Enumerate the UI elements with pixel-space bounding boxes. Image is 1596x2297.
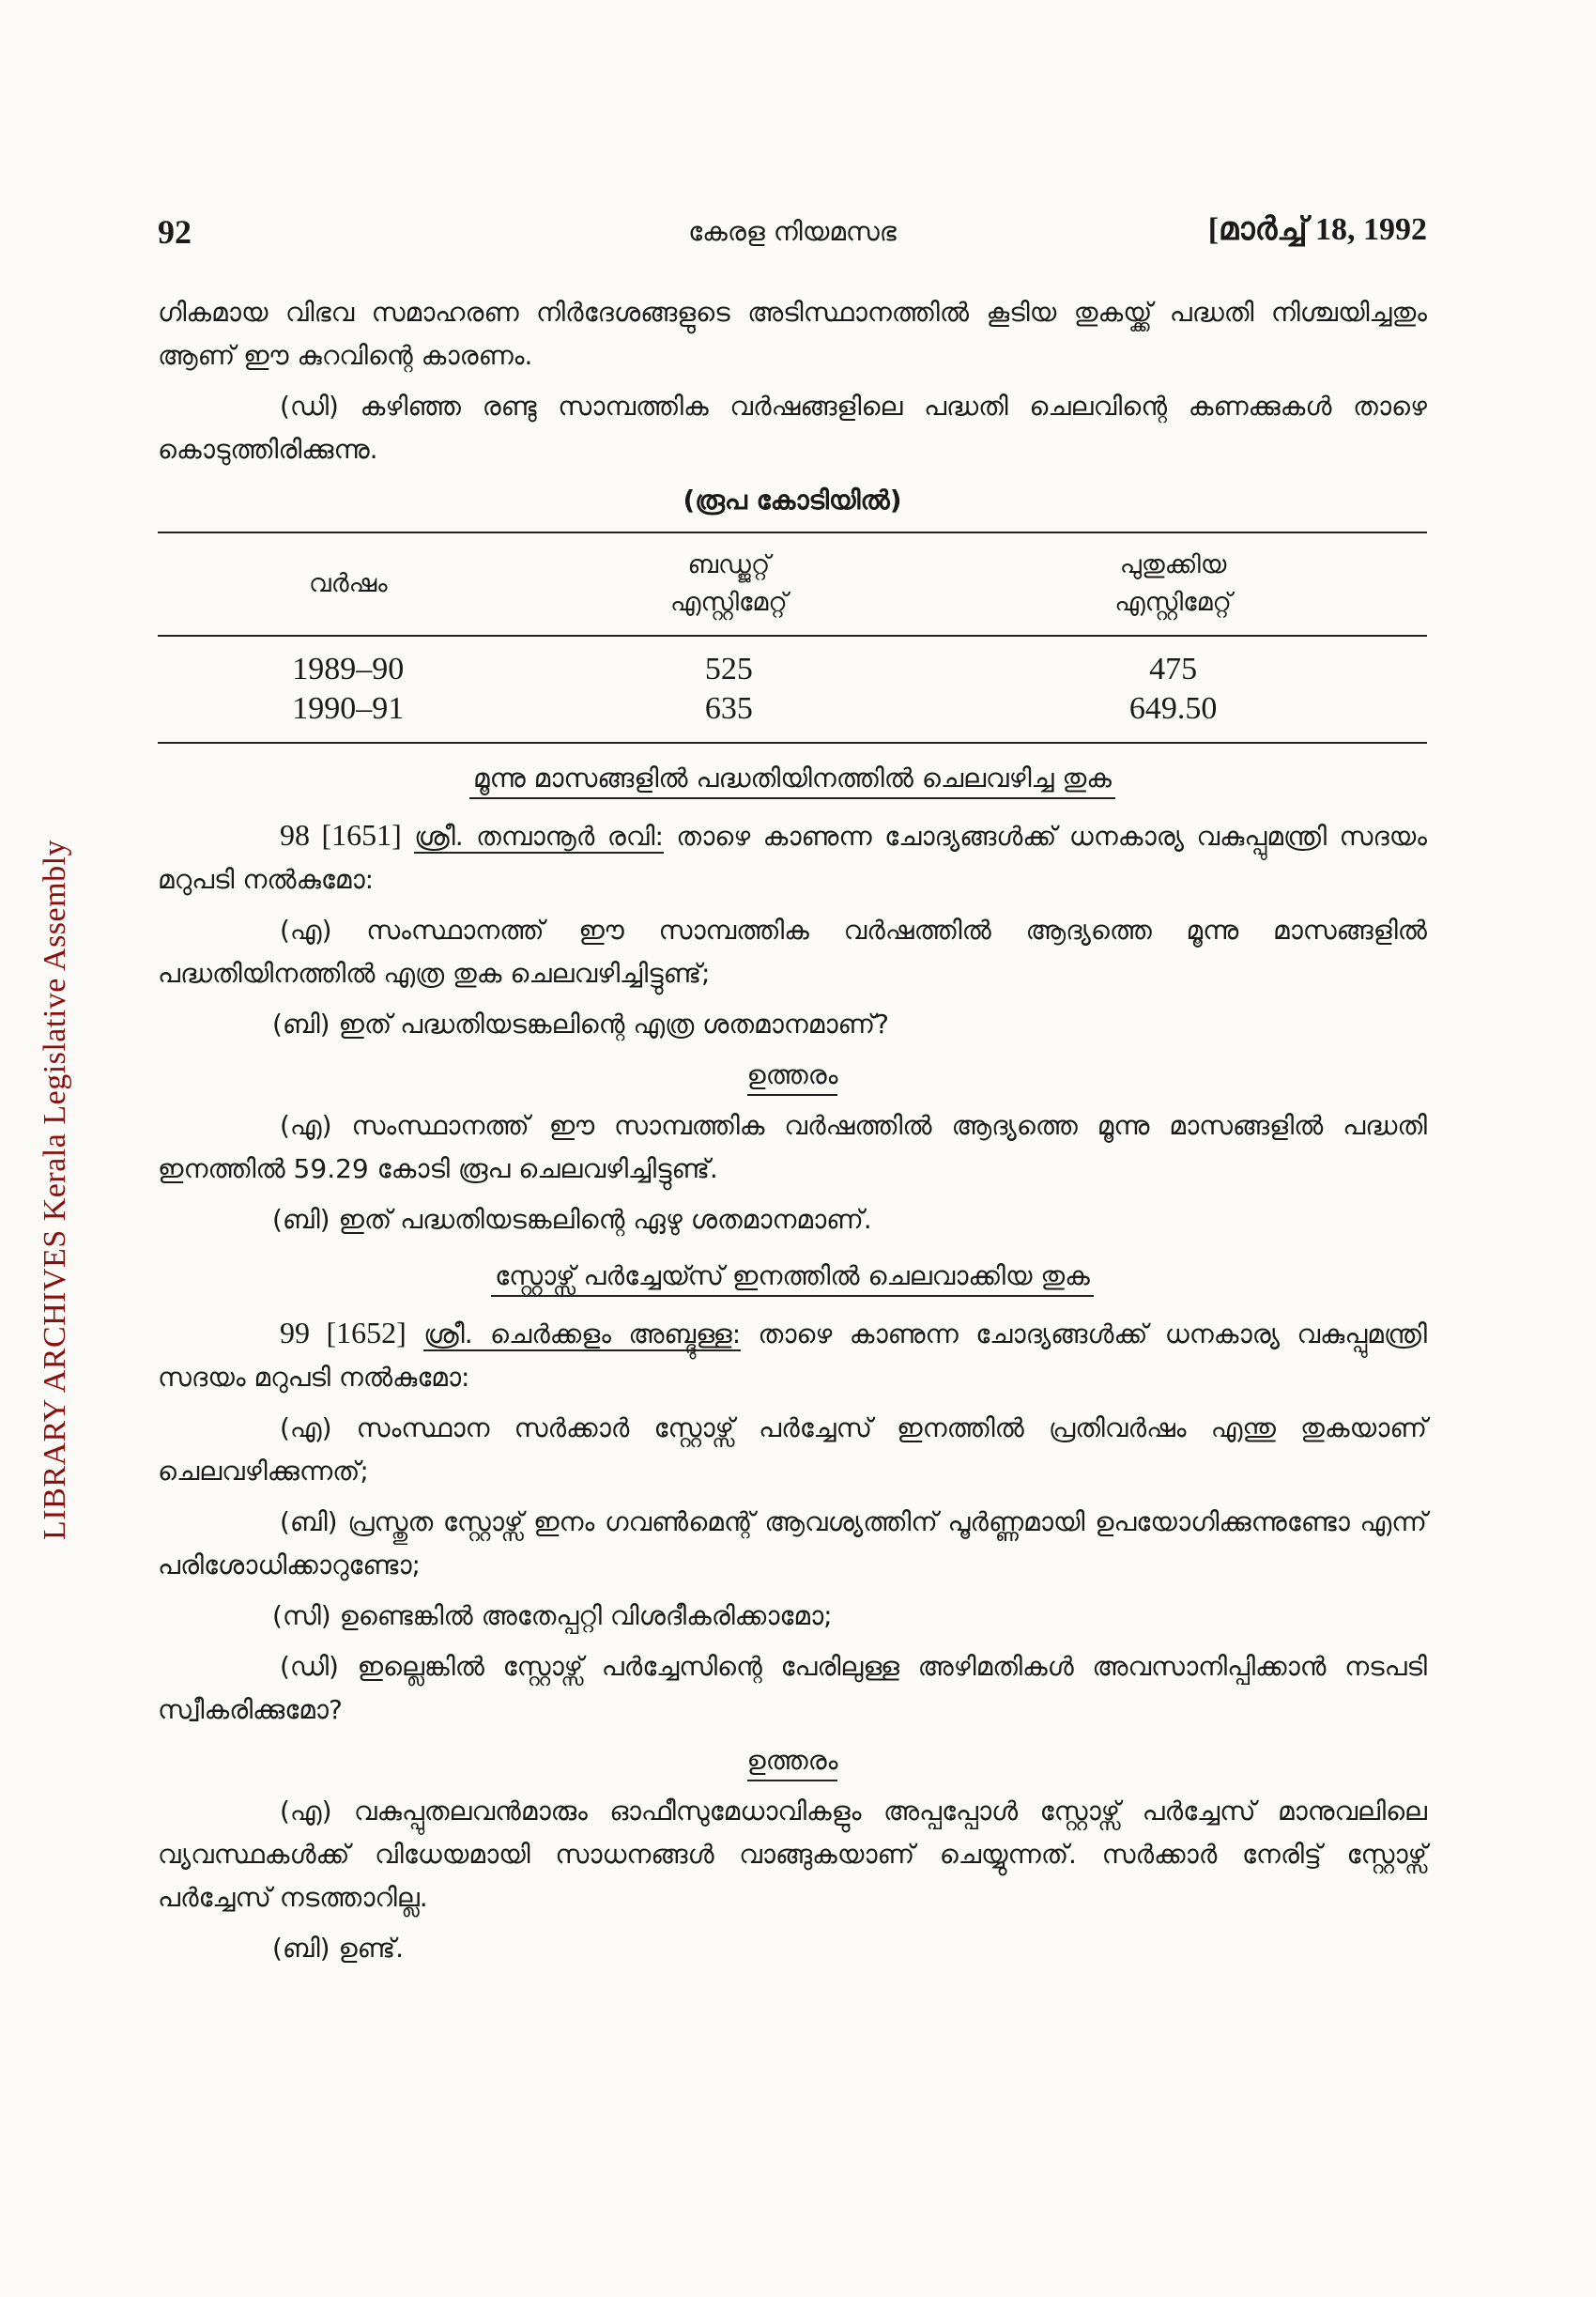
q99-heading [158, 1255, 1427, 1298]
q98-question-b: (ബി) ഇത് പദ്ധതിയടങ്കലിന്റെ എത്ര ശതമാനമാണ്? [272, 1009, 890, 1040]
q99-question-d: (ഡി) ഇല്ലെങ്കിൽ സ്റ്റോഴ്സ് പർച്ചേസിന്റെ പേരിലുള്ള അഴിമതികൾ അവസാനിപ്പിക്കാൻ നടപടി സ്വീകരിക്കുമോ? [158, 1651, 1427, 1725]
table-row [158, 689, 1427, 743]
table-header-row [158, 532, 1427, 636]
q99-intro [158, 1311, 1427, 1399]
col-budget-header-line1: ബഡ്ജറ്റ് [687, 550, 771, 579]
cell-budget: 635 [539, 689, 920, 743]
running-header [158, 212, 1427, 259]
q98-question-a: (എ) സംസ്ഥാനത്ത് ഈ സാമ്പത്തിക വർഷത്തിൽ ആദ്യത്തെ മൂന്നു മാസങ്ങളിൽ പദ്ധതിയിനത്തിൽ എത്ര തുക ചെലവഴിച്ചിട്ടുണ്ട്; [158, 915, 1427, 989]
q98-intro [158, 813, 1427, 902]
page-number: 92 [158, 213, 192, 251]
cell-year: 1990–91 [158, 689, 539, 743]
q99-question-c: (സി) ഉണ്ടെങ്കിൽ അതേപ്പറ്റി വിശദീകരിക്കാമോ; [272, 1600, 833, 1631]
q98-heading-text: മൂന്നു മാസങ്ങളിൽ പദ്ധതിയിനത്തിൽ ചെലവഴിച്ച തുക [469, 763, 1115, 799]
intro-item-d: (ഡി) കഴിഞ്ഞ രണ്ടു സാമ്പത്തിക വർഷങ്ങളിലെ പദ്ധതി ചെലവിന്റെ കണക്കുകൾ താഴെ കൊടുത്തിരിക്കുന്നു. [158, 391, 1427, 465]
header-date: [മാർച്ച് 18, 1992 [1207, 212, 1427, 247]
col-revised-header-line2: എസ്റ്റിമേറ്റ് [1114, 588, 1232, 617]
q99-question-b: (ബി) പ്രസ്തുത സ്റ്റോഴ്സ് ഇനം ഗവൺമെന്റ് ആവശ്യത്തിന് പൂർണ്ണമായി ഉപയോഗിക്കുന്നുണ്ടോ എന്ന് പരിശോധിക്കാറുണ്ടോ; [158, 1506, 1427, 1580]
q99-answer-a: (എ) വകുപ്പുതലവൻമാരും ഓഫീസുമേധാവികളും അപ്പപ്പോൾ സ്റ്റോഴ്സ് പർച്ചേസ് മാനുവലിലെ വ്യവസ്ഥകൾക്ക് വിധേയമായി സാധനങ്ങൾ വാങ്ങുകയാണ് ചെയ്യുന്നത്. സർക്കാർ നേരിട്ട് സ്റ്റോഴ്സ് പർച്ചേസ് നടത്താറില്ല. [158, 1796, 1427, 1913]
col-revised-header [919, 532, 1427, 636]
page-body [158, 291, 1427, 1978]
header-title: കേരള നിയമസഭ [688, 216, 897, 247]
q98-answer-a: (എ) സംസ്ഥാനത്ത് ഈ സാമ്പത്തിക വർഷത്തിൽ ആദ്യത്തെ മൂന്നു മാസങ്ങളിൽ പദ്ധതി ഇനത്തിൽ 59.29 കോടി രൂപ ചെലവഴിച്ചിട്ടുണ്ട്. [158, 1110, 1427, 1184]
col-revised-header-line1: പുതുക്കിയ [1119, 550, 1227, 579]
cell-revised: 475 [1149, 652, 1198, 686]
table-row [158, 636, 1427, 689]
table-caption: (രൂപ കോടിയിൽ) [683, 485, 902, 516]
cell-budget: 525 [704, 652, 753, 686]
q98-number: 98 [1651] [280, 818, 402, 852]
q99-intro-text: താഴെ കാണുന്ന ചോദ്യങ്ങൾക്ക് ധനകാര്യ വകുപ്പുമന്ത്രി സദയം മറുപടി നൽകുമോ: [158, 1318, 1428, 1393]
q99-question-a: (എ) സംസ്ഥാന സർക്കാർ സ്റ്റോഴ്സ് പർച്ചേസ് ഇനത്തിൽ പ്രതിവർഷം എന്തു തുകയാണ് ചെലവഴിക്കുന്നത്; [158, 1412, 1427, 1487]
col-year-header: വർഷം [158, 532, 539, 636]
plan-expenditure-table [158, 532, 1427, 744]
cell-year: 1989–90 [292, 652, 405, 686]
q98-member: ശ്രീ. തമ്പാനൂർ രവി: [414, 821, 664, 852]
q99-answer-heading [158, 1739, 1427, 1782]
q98-intro-text: താഴെ കാണുന്ന ചോദ്യങ്ങൾക്ക് ധനകാര്യ വകുപ്പുമന്ത്രി സദയം മറുപടി നൽകുമോ: [158, 821, 1428, 895]
intro-paragraph: ഗികമായ വിഭവ സമാഹരണ നിർദേശങ്ങളുടെ അടിസ്ഥാനത്തിൽ കൂടിയ തുകയ്ക്ക് പദ്ധതി നിശ്ചയിച്ചതും ആണ് ഈ കുറവിന്റെ കാരണം. [158, 297, 1427, 371]
q99-answer-b: (ബി) ഉണ്ട്. [272, 1933, 405, 1964]
col-budget-header [539, 532, 920, 636]
col-budget-header-line2: എസ്റ്റിമേറ്റ് [670, 588, 788, 617]
q98-answer-heading-text: ഉത്തരം [747, 1059, 838, 1096]
archive-watermark: LIBRARY ARCHIVES Kerala Legislative Assembly [38, 839, 72, 1540]
q99-answer-heading-text: ഉത്തരം [747, 1745, 838, 1781]
q98-answer-heading [158, 1054, 1427, 1097]
cell-revised: 649.50 [919, 689, 1427, 743]
q98-answer-b: (ബി) ഇത് പദ്ധതിയടങ്കലിന്റെ ഏഴു ശതമാനമാണ്. [272, 1204, 872, 1235]
q99-heading-text: സ്റ്റോഴ്സ് പർച്ചേയ്സ് ഇനത്തിൽ ചെലവാക്കിയ തുക [491, 1260, 1094, 1297]
q99-number: 99 [1652] [280, 1316, 407, 1349]
q99-member: ശ്രീ. ചെർക്കളം അബ്ദുള്ള: [423, 1318, 742, 1349]
q98-heading [158, 757, 1427, 800]
